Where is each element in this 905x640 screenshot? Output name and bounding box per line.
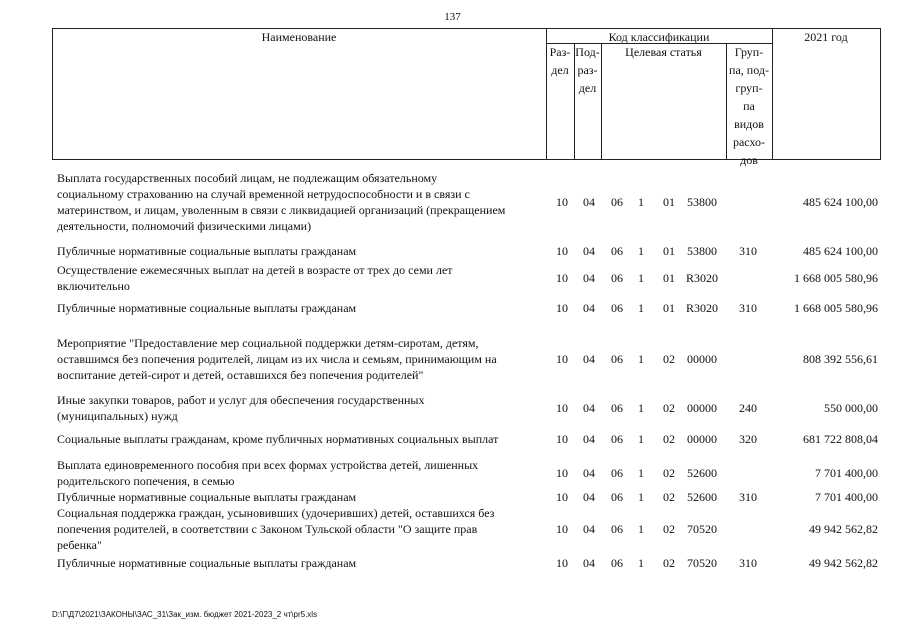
- row-code-t1: 06: [611, 195, 623, 209]
- row-code-t3: 02: [663, 556, 675, 570]
- row-code-r: 10: [556, 271, 568, 285]
- row-code-p: 04: [583, 432, 595, 446]
- table-header: [52, 28, 881, 167]
- row-code-p: 04: [583, 352, 595, 366]
- row-code-t3: 01: [663, 244, 675, 258]
- row-code-t4: 00000: [687, 432, 717, 446]
- row-code-t4: R3020: [685, 301, 718, 315]
- row-code-t4: 53800: [687, 244, 717, 258]
- row-code-t2: 1: [638, 271, 644, 285]
- row-code-t1: 06: [611, 352, 623, 366]
- row-name: Публичные нормативные социальные выплаты гражданам: [57, 556, 357, 570]
- row-code-t2: 1: [638, 244, 644, 258]
- row-code-t3: 01: [663, 301, 675, 315]
- row-code-r: 10: [556, 301, 568, 315]
- header-year: 2021 год: [804, 30, 848, 44]
- row-name: Осуществление ежемесячных выплат на детей в возрасте от трех до семи лет включительно: [57, 263, 453, 293]
- table-row: [0, 170, 905, 234]
- row-code-t2: 1: [638, 490, 644, 504]
- row-amount: 7 701 400,00: [815, 466, 878, 480]
- row-amount: 1 668 005 580,96: [794, 271, 878, 285]
- row-code-p: 04: [583, 522, 595, 536]
- row-code-t3: 02: [663, 466, 675, 480]
- row-code-t3: 02: [663, 522, 675, 536]
- row-code-t2: 1: [638, 466, 644, 480]
- row-code-t1: 06: [611, 556, 623, 570]
- row-code-t4: 53800: [687, 195, 717, 209]
- row-code-p: 04: [583, 466, 595, 480]
- row-name: Публичные нормативные социальные выплаты гражданам: [57, 244, 357, 258]
- row-code-t2: 1: [638, 401, 644, 415]
- row-name: Социальные выплаты гражданам, кроме публичных нормативных социальных выплат: [57, 432, 499, 446]
- table-row: [0, 505, 905, 553]
- row-code-t1: 06: [611, 301, 623, 315]
- header-target: Целевая статья: [625, 45, 702, 59]
- row-amount: 681 722 808,04: [803, 432, 878, 446]
- row-amount: 1 668 005 580,96: [794, 301, 878, 315]
- row-code-p: 04: [583, 556, 595, 570]
- row-code-v: 310: [739, 301, 757, 315]
- header-vid: Груп- па, под- груп- па видов расхо- дов: [729, 45, 769, 167]
- row-amount: 808 392 556,61: [803, 352, 878, 366]
- row-code-p: 04: [583, 271, 595, 285]
- row-code-t4: 52600: [687, 466, 717, 480]
- table-row: [0, 335, 905, 383]
- header-razdel: Раз- дел: [549, 45, 571, 77]
- row-code-p: 04: [583, 195, 595, 209]
- row-code-t2: 1: [638, 432, 644, 446]
- row-code-t1: 06: [611, 244, 623, 258]
- table-row: [0, 489, 905, 505]
- row-code-t4: R3020: [685, 271, 718, 285]
- row-name: Иные закупки товаров, работ и услуг для обеспечения государственных (муниципальных) нужд: [57, 393, 425, 423]
- row-code-v: 320: [739, 432, 757, 446]
- row-code-t1: 06: [611, 401, 623, 415]
- row-name: Выплата государственных пособий лицам, не подлежащим обязательному социальному страхованию на случай временной нетрудоспособности и в связи с материнством, и лицам, уволенным в связи с ликвидацией организаций (прекращением деятельности, полномочий физическими лицами): [57, 171, 506, 233]
- table-row: [0, 431, 905, 447]
- header-name: Наименование: [261, 30, 337, 44]
- table-row: [0, 243, 905, 259]
- row-amount: 7 701 400,00: [815, 490, 878, 504]
- row-code-t3: 02: [663, 401, 675, 415]
- row-name: Публичные нормативные социальные выплаты гражданам: [57, 301, 357, 315]
- row-name: Публичные нормативные социальные выплаты гражданам: [57, 490, 357, 504]
- row-code-r: 10: [556, 401, 568, 415]
- row-code-t4: 70520: [687, 522, 717, 536]
- header-podrazdel: Под- раз- дел: [575, 45, 600, 95]
- row-name: Выплата единовременного пособия при всех формах устройства детей, лишенных родительского попечения, в семью: [57, 458, 479, 488]
- row-amount: 49 942 562,82: [809, 522, 878, 536]
- row-code-t1: 06: [611, 490, 623, 504]
- row-code-v: 310: [739, 490, 757, 504]
- row-code-t2: 1: [638, 301, 644, 315]
- row-amount: 485 624 100,00: [803, 195, 878, 209]
- row-code-t4: 70520: [687, 556, 717, 570]
- row-code-p: 04: [583, 244, 595, 258]
- row-code-t3: 02: [663, 490, 675, 504]
- row-code-v: 310: [739, 244, 757, 258]
- row-code-r: 10: [556, 352, 568, 366]
- row-amount: 550 000,00: [824, 401, 878, 415]
- row-code-r: 10: [556, 432, 568, 446]
- row-code-t1: 06: [611, 271, 623, 285]
- row-code-t2: 1: [638, 352, 644, 366]
- file-path: D:\Г\Д7\2021\ЗАКОНЫ\ЗАС_31\Зак_изм. бюджет 2021-2023_2 чт\pr5.xls: [52, 610, 318, 619]
- row-code-t3: 02: [663, 432, 675, 446]
- row-code-r: 10: [556, 490, 568, 504]
- table-row: [0, 457, 905, 489]
- table-row: [0, 262, 905, 294]
- page-number: 137: [444, 11, 461, 23]
- row-code-t4: 00000: [687, 352, 717, 366]
- row-code-r: 10: [556, 466, 568, 480]
- row-code-t3: 02: [663, 352, 675, 366]
- row-code-v: 310: [739, 556, 757, 570]
- row-code-t2: 1: [638, 522, 644, 536]
- row-code-t1: 06: [611, 522, 623, 536]
- row-code-t3: 01: [663, 271, 675, 285]
- row-amount: 485 624 100,00: [803, 244, 878, 258]
- row-code-p: 04: [583, 490, 595, 504]
- row-code-t2: 1: [638, 556, 644, 570]
- row-code-p: 04: [583, 401, 595, 415]
- row-code-r: 10: [556, 244, 568, 258]
- row-code-t4: 00000: [687, 401, 717, 415]
- row-code-t2: 1: [638, 195, 644, 209]
- table-row: [0, 392, 905, 424]
- row-name: Мероприятие "Предоставление мер социальной поддержки детям-сиротам, детям, оставшимся без попечения родителей, лицам из их числа и семьям, принимающим на воспитание детей-сирот и детей, оставшихся без попечения родителей": [57, 336, 497, 382]
- header-code-group: Код классификации: [608, 30, 710, 44]
- row-code-r: 10: [556, 556, 568, 570]
- row-code-r: 10: [556, 522, 568, 536]
- row-code-v: 240: [739, 401, 757, 415]
- row-code-t1: 06: [611, 466, 623, 480]
- table-row: [0, 300, 905, 316]
- row-code-r: 10: [556, 195, 568, 209]
- row-code-t1: 06: [611, 432, 623, 446]
- row-code-t3: 01: [663, 195, 675, 209]
- row-amount: 49 942 562,82: [809, 556, 878, 570]
- row-code-p: 04: [583, 301, 595, 315]
- row-name: Социальная поддержка граждан, усыновивших (удочеривших) детей, оставшихся без попечения родителей, в соответствии с Законом Тульской области "О защите прав ребенка": [57, 506, 495, 552]
- row-code-t4: 52600: [687, 490, 717, 504]
- table-row: [0, 555, 905, 571]
